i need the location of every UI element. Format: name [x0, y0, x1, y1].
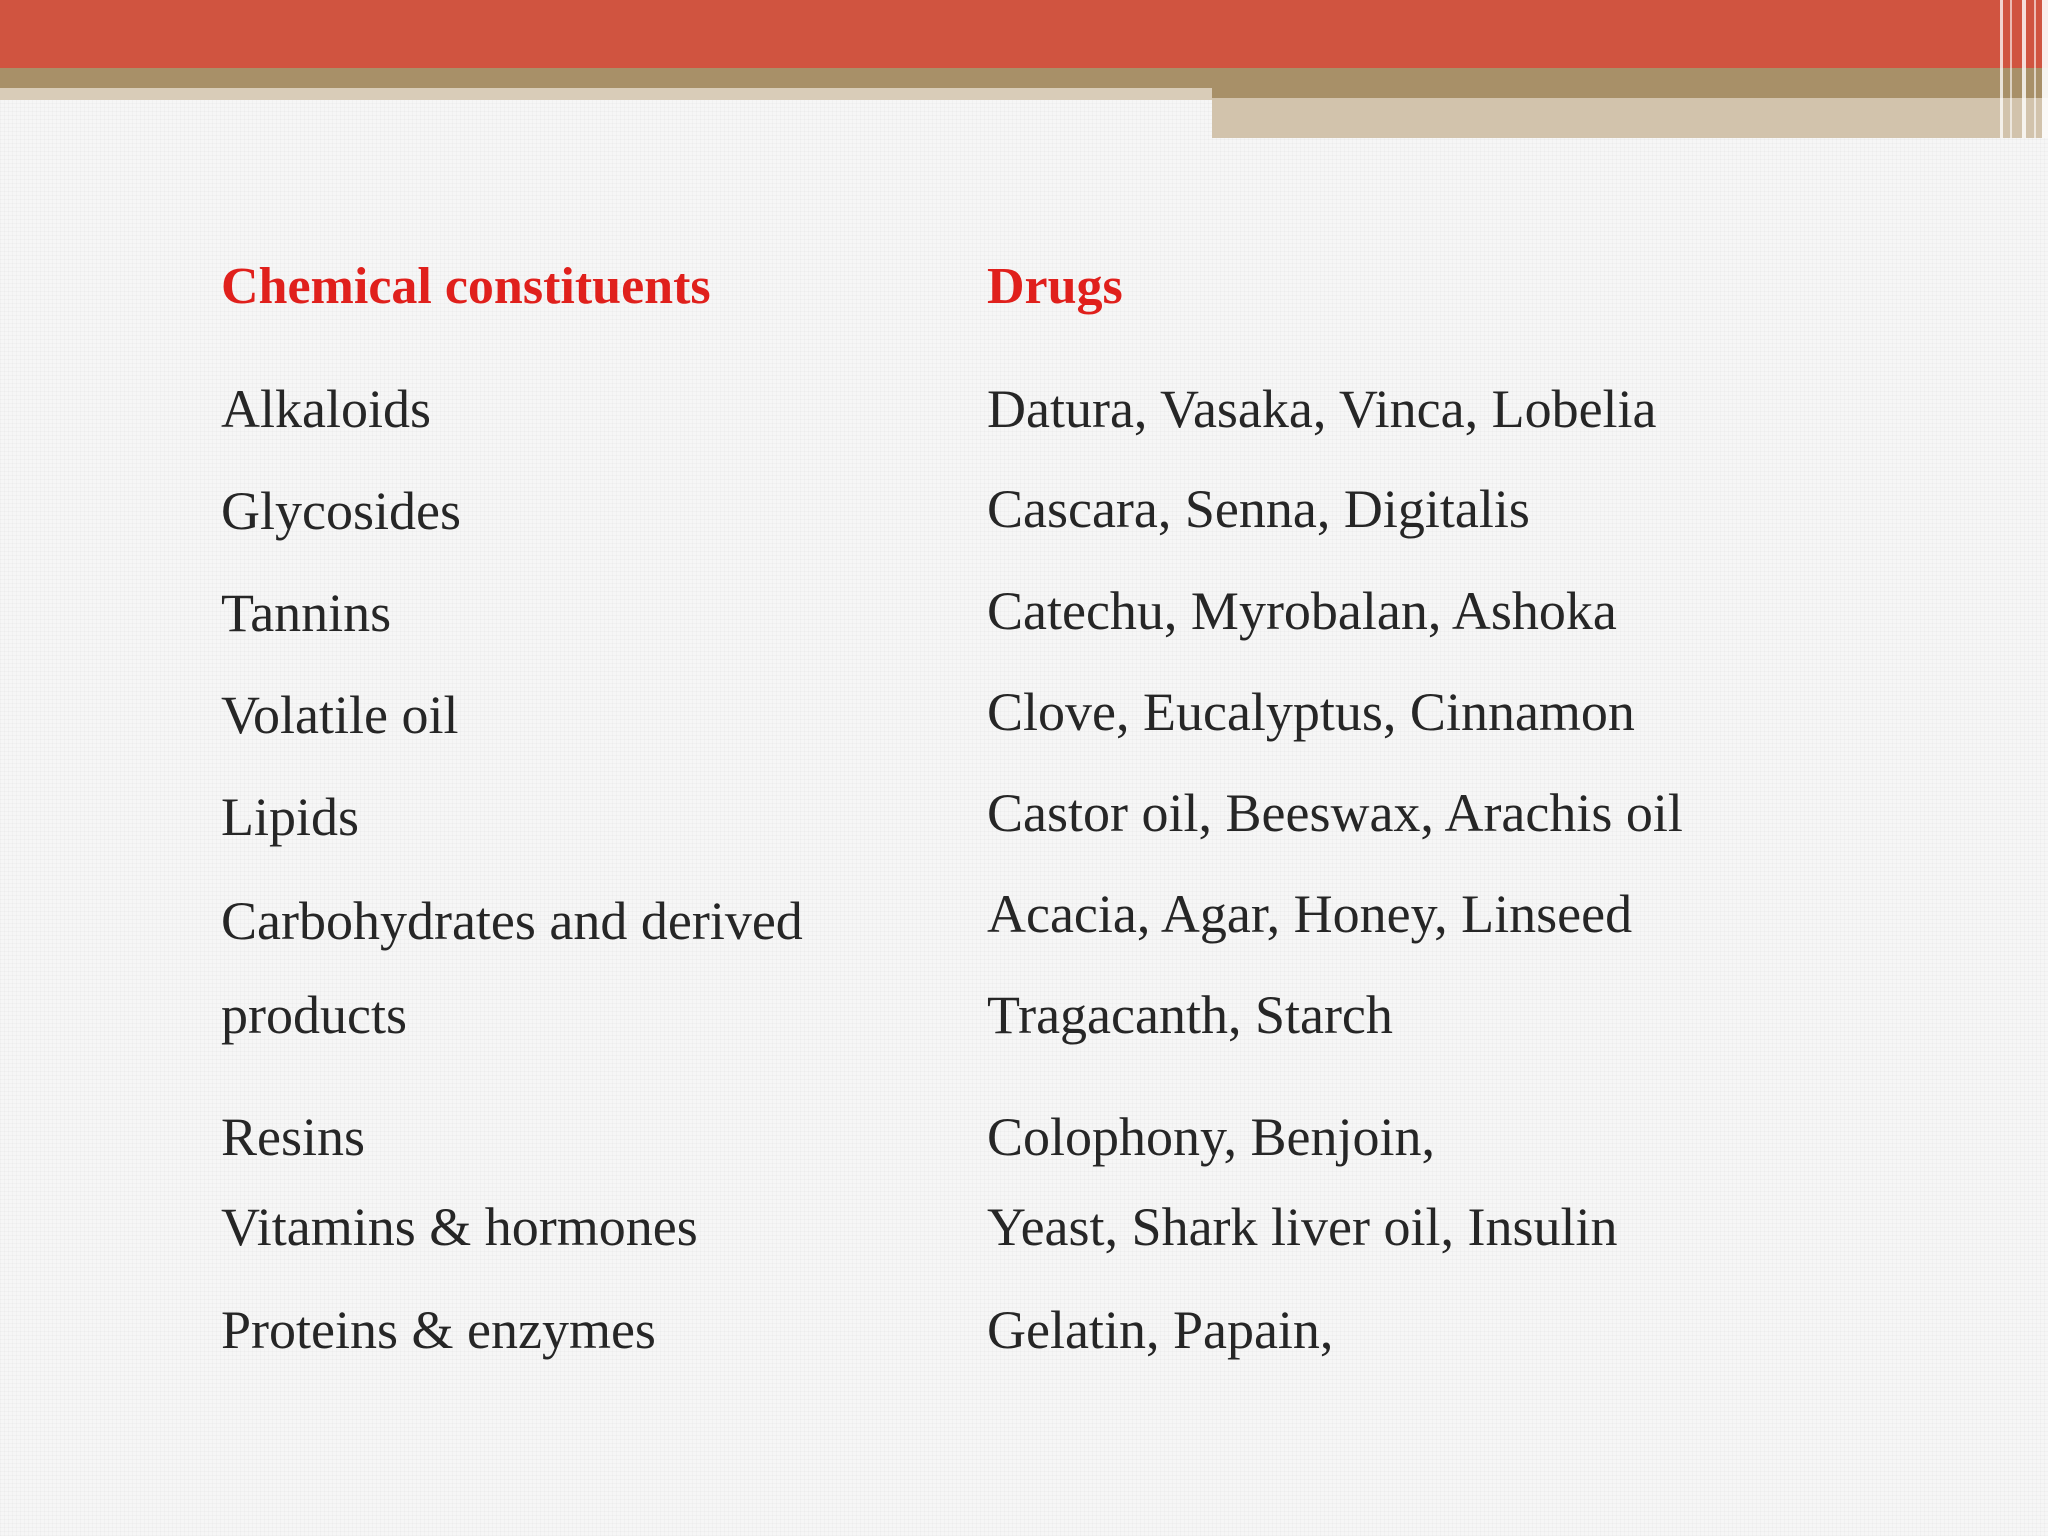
top-red-band — [0, 0, 2048, 68]
drugs-cell: Castor oil, Beeswax, Arachis oil — [987, 783, 1683, 843]
drugs-cell: Datura, Vasaka, Vinca, Lobelia — [987, 379, 1657, 439]
drugs-cell: Colophony, Benjoin, — [987, 1107, 1436, 1167]
constituent-cell: Vitamins & hormones — [221, 1197, 698, 1257]
drugs-cell: Acacia, Agar, Honey, Linseed — [987, 884, 1633, 944]
constituent-cell: Alkaloids — [221, 379, 431, 439]
constituent-cell: Volatile oil — [221, 685, 459, 745]
drugs-cell: Yeast, Shark liver oil, Insulin — [987, 1197, 1618, 1257]
constituent-cell: Lipids — [221, 787, 360, 847]
constituent-cell: Proteins & enzymes — [221, 1300, 656, 1360]
drugs-cell: Clove, Eucalyptus, Cinnamon — [987, 682, 1635, 742]
drugs-cell: Catechu, Myrobalan, Ashoka — [987, 581, 1617, 641]
top-light-band — [0, 88, 1212, 100]
drugs-cell: Gelatin, Papain, — [987, 1300, 1334, 1360]
right-stripes-decoration — [1996, 0, 2048, 138]
constituent-cell: Tannins — [221, 583, 392, 643]
drugs-cell: Cascara, Senna, Digitalis — [987, 479, 1530, 539]
drugs-header: Drugs — [987, 258, 1123, 315]
top-lower-band — [1212, 98, 2048, 138]
drugs-cell: Tragacanth, Starch — [987, 985, 1393, 1045]
constituent-cell: products — [221, 985, 407, 1045]
constituents-header: Chemical constituents — [221, 258, 711, 315]
constituent-cell: Resins — [221, 1107, 366, 1167]
constituent-cell: Carbohydrates and derived — [221, 891, 803, 951]
constituent-cell: Glycosides — [221, 481, 461, 541]
